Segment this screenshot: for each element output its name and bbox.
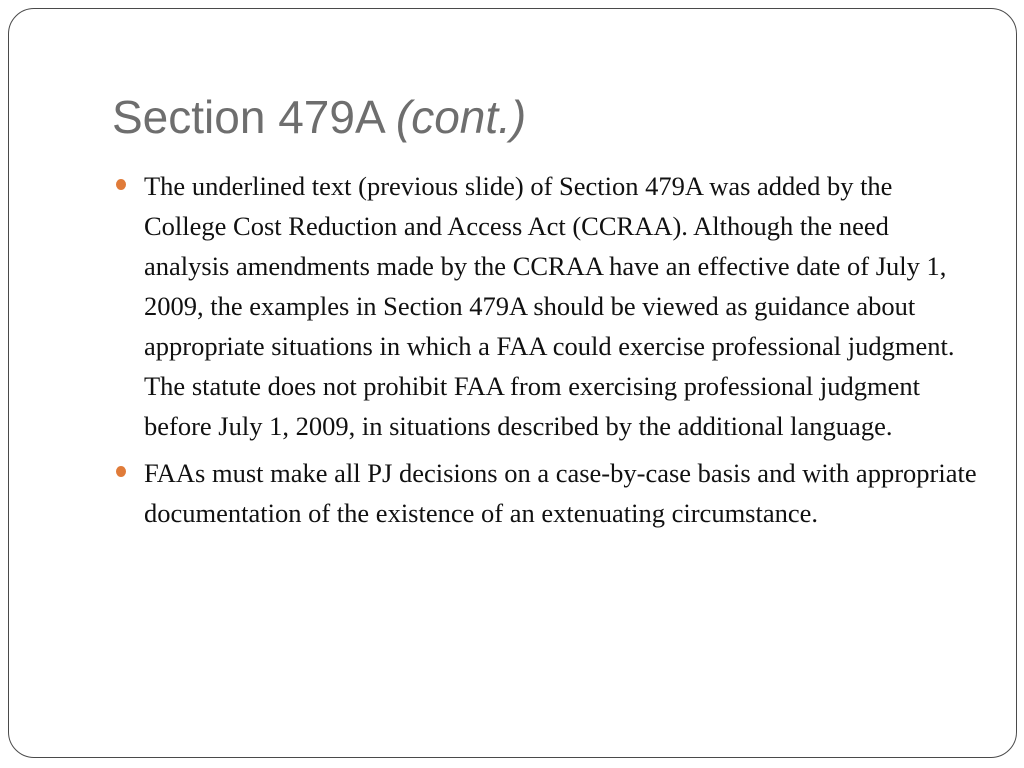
- slide-title-main: Section 479A: [112, 91, 396, 143]
- bullet-item: [112, 166, 980, 446]
- bullet-dot-icon: [116, 179, 126, 190]
- bullet-text: FAAs must make all PJ decisions on a case-by-case basis and with appropriate documentation of the existence of an extenuating circumstance.: [144, 458, 977, 528]
- slide-title: [112, 84, 526, 150]
- bullet-item: [112, 453, 980, 533]
- bullet-dot-icon: [116, 466, 126, 477]
- bullet-list: [112, 166, 980, 540]
- bullet-text: The underlined text (previous slide) of Section 479A was added by the College Cost Reduction and Access Act (CCRAA). Although the need analysis amendments made by the CCRAA have an effective date of July 1, 2009, the examples in Section 479A should be viewed as guidance about appropriate situations in which a FAA could exercise professional judgment. The statute does not prohibit FAA from exercising professional judgment before July 1, 2009, in situations described by the additional language.: [144, 171, 955, 441]
- slide-title-italic: (cont.): [395, 91, 527, 143]
